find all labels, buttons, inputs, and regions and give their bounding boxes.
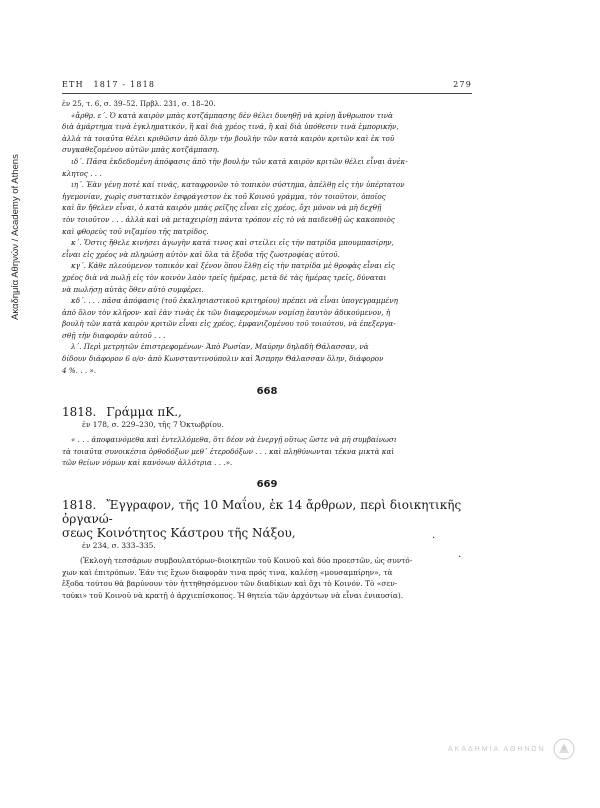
text-line: κλητος . . . — [62, 168, 102, 178]
text-line: χρέος διὰ νὰ πωλῇ εἰς τὸν κοινὸν λαὸν τρεῖς ἡμέρας, μετὰ δὲ τὰς ἡμέρας τρεῖς, δύναται — [62, 272, 387, 282]
text-line: ἀπὸ ὅλον τὸν κλῆρον· καὶ ἐὰν τινὰς ἐκ τῶν διαφερομένων νομίσῃ ἑαυτὸν ἀδικούμενον, ἡ — [62, 307, 391, 317]
text-line: εἶναι εἰς χρέος νὰ πληρώσῃ αὐτὸν καὶ ὅλα τὰ ἔξοδα τῆς ζωοτροφίας αὐτοῦ. — [62, 249, 340, 259]
text-line: βουλὴ τῶν κατὰ καιρὸν κριτῶν εἶναι εἰς χρέος, ἐμφανιζομένου τοῦ τοιούτου, νὰ ἐπεξεργα- — [62, 319, 396, 329]
header-years: 1817 - 1818 — [93, 80, 156, 89]
entry-number-669: 669 — [256, 479, 278, 491]
stray-mark: · — [432, 533, 436, 544]
entry-668-year: 1818. — [62, 405, 97, 420]
entry-669-heading-2: σεως Κοινότητος Κάστρου τῆς Νάξου, — [62, 526, 296, 541]
text-line: τὸν τοιοῦτον . . . ἀλλὰ καὶ νὰ μεταχειρίσῃ πάντα τρόπον εἰς τὸ νὰ παιδευθῇ ὡς κακοποιὸς — [62, 214, 395, 224]
text-line: κ΄. Ὅστις ἤθελε κινήσει ἀγωγὴν κατά τινος καὶ στείλει εἰς τὴν πατρίδα μπουμπασίρην, — [71, 238, 394, 248]
text-line: δίδουν διάφορον 6 ο/ο· ἀπὸ Κωνσταντινούπολιν καὶ Ἄσπρην Θάλασσαν ὅλην, διάφορον — [62, 354, 384, 364]
page — [62, 80, 472, 601]
entry-669-body — [62, 555, 472, 601]
text-line: τῶν θείων νόμων καὶ κανόνων ἀλλότρια . . .». — [62, 458, 233, 468]
entry-669-year: 1818. — [62, 498, 97, 513]
text-line: ιδ΄. Πᾶσα ἐκδεδομένη ἀπόφασις ἀπὸ τὴν βουλὴν τῶν κατὰ καιρὸν κριτῶν θέλει εἶναι ἀνέκ- — [71, 156, 408, 166]
text-line: τὰ τοιαῦτα συνοικέσια ὀρθοδόξων μεθ᾿ ἑτεροδόξων . . . καὶ πληθύνωνται τέκνα μικτὰ καὶ — [62, 446, 395, 456]
entry-668-title — [62, 405, 472, 419]
academy-logo-icon — [552, 737, 576, 761]
text-line: λ΄. Περὶ μετρητῶν ἐπιστρεφομένων· Ἀπὸ Ρωσίαν, Μαύρην δηλαδὴ Θάλασσαν, νὰ — [71, 342, 369, 352]
text-line: σθῇ τὴν διαφορὰν αὐτοῦ . . . — [62, 330, 166, 340]
running-title: ΕΤΗ — [62, 80, 84, 89]
text-line: « . . . ἀποφαινόμεθα καὶ ἐντελλόμεθα, ὅτι δέον νὰ ἐνεργῇ οὕτως ὥστε νὰ μὴ συμβαίνωσι — [71, 435, 397, 445]
text-line: κδ΄. . . . πᾶσα ἀπόφασις (τοῦ ἐκκλησιαστικοῦ κριτηρίου) πρέπει νὰ εἶναι ὑπογεγραμμένη — [71, 296, 398, 306]
text-line: καὶ φθορεὺς τοῦ νιζαμίου τῆς πατρίδος. — [62, 226, 209, 236]
text-line: 4 %. . . ». — [62, 365, 97, 375]
academy-watermark — [448, 738, 588, 760]
entry-669-ref: ἐν 234, σ. 333–335. — [82, 541, 156, 551]
text-line: συγκαθεζομένου αὐτῶν μπὰς κοτζάμπαση. — [62, 145, 220, 155]
text-line: χων καὶ ἐπιτρόπων. Ἐάν τις ἔχων διαφορὰν τινα πρός τινα, καλέσῃ «μουσαμπίρην», τὰ — [62, 567, 393, 577]
stray-mark: · — [458, 552, 462, 563]
side-label: Ακαδημία Αθηνών / Academy of Athens — [10, 154, 21, 320]
entry-669-heading-1: Ἔγγραφον, τῆς 10 Μαΐου, ἐκ 14 ἄρθρων, περὶ διοικητικῆς ὀργανώ- — [62, 498, 462, 527]
entry-668-ref: ἐν 178, σ. 229–230, τῆς 7 Ὀκτωβρίου. — [82, 420, 224, 430]
watermark-text: ΑΚΑΔΗΜΙΑ ΑΘΗΝΩΝ — [448, 745, 546, 753]
text-line: «ἄρθρ. ε΄. Ὁ κατὰ καιρὸν μπὰς κοτζάμπασης δὲν θέλει δυνηθῇ νὰ κρίνῃ ἄνθρωπον τινὰ — [71, 110, 393, 120]
top-section — [62, 98, 472, 376]
text-line: καὶ ἂν ἤθελεν εἶναι, ὁ κατὰ καιρὸν μπὰς ρεῖζης εἶναι εἰς χρέος, ὄχι μόνον νὰ μὴ δεχθῇ — [62, 203, 382, 213]
text-line: (Ἐκλογὴ τεσσάρων συμβουλατόρων-διοικητῶν τοῦ Κοινοῦ καὶ δύο προεστῶν, ὡς συντό- — [80, 556, 413, 566]
entry-669-title — [62, 498, 472, 526]
text-line: ἐν 25, τ. 6, σ. 39–52. Πρβλ. 231, σ. 18–20. — [62, 99, 216, 108]
entry-668-heading: Γράμμα πΚ., — [106, 405, 182, 420]
text-line: τούκι» τοῦ Κοινοῦ νὰ κρατῇ ὁ ἀρχιεπίσκοπος. Ἡ θητεία τῶν ἀρχόντων νὰ εἶναι ἐνιαυσία). — [62, 590, 404, 600]
text-line: νὰ πωλήσῃ αὐτὰς ὅθεν αὐτὸ συμφέρει. — [62, 284, 204, 294]
text-line: ἡγεμονίαν, χωρὶς συστατικὸν ἐσφράγιστον ἐκ τοῦ Κοινοῦ γράμμα, τὸν τοιοῦτον, ὁποῖος — [62, 191, 386, 201]
running-header — [62, 80, 472, 94]
entry-number-668: 668 — [256, 386, 278, 398]
text-line: ἀλλὰ τὰ τοιαῦτα θέλει κριθῶσιν ἀπὸ ὅλην τὴν βουλὴν τῶν κατὰ καιρὸν κριτῶν καὶ ἐκ τοῦ — [62, 133, 395, 143]
text-line: ἔξοδα τούτου θὰ βαρύνουν τὸν ἡττηθησόμενον τῶν διαδίκων καὶ ὄχι τὸ Κοινόν. Τὸ «σεν- — [62, 579, 398, 589]
page-number: 279 — [453, 80, 472, 89]
text-line: κγ΄. Κάθε πλεούμενον τοπικὸν καὶ ξένον ὅπου ἔλθῃ εἰς τὴν πατρίδα μὲ θροφὰς εἶναι εἰς — [71, 261, 395, 271]
entry-668-body — [62, 434, 472, 469]
text-line: διὰ ἁμάρτημα τινὰ ἐγκληματικόν, ἢ καὶ διὰ χρέος τινά, ἢ καὶ διὰ ὑπόθεσιν τινὰ ἐμπορικήν, — [62, 122, 399, 132]
text-line: ιη΄. Ἐὰν γένῃ ποτὲ καί τινάς, καταφρονῶν τὸ τοπικὸν σύστημα, ἀπέλθῃ εἰς τὴν ὑπέρτατον — [71, 180, 405, 190]
